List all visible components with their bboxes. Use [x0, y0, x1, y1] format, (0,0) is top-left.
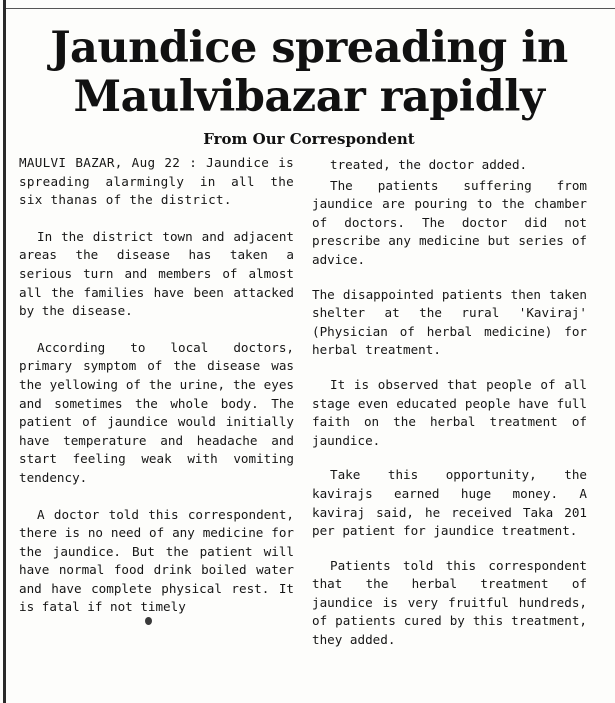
article-paragraph: According to local doctors, primary symptom of the disease was the yellowing of the urine, the eyes and sometimes the whole body. The patient of jaundice would initially have temperature and headache and start feeling weak with vomiting tendency. — [19, 339, 294, 485]
top-rule — [6, 8, 615, 9]
article-paragraph: A doctor told this correspondent, there is no need of any medicine for the jaundice. But the patient will have normal food drink boiled water and have complete physical rest. It is fatal if not timely — [19, 506, 294, 615]
article-paragraph: treated, the doctor added. — [330, 157, 528, 172]
byline: From Our Correspondent — [203, 130, 415, 148]
headline: Jaundice spreading in Maulvibazar rapidly — [50, 23, 568, 122]
article-paragraph: It is observed that people of all stage even educated people have full faith on the herbal treatment of jaundice. — [312, 376, 587, 448]
article-column-right — [312, 156, 587, 666]
article-paragraph: Patients told this correspondent that the herbal treatment of jaundice is very fruitful hundreds, of patients cured by this treatment, they added. — [312, 557, 587, 648]
article-paragraph: In the district town and adjacent areas the disease has taken a serious turn and members of almost all the families have been attacked by the disease. — [19, 228, 294, 319]
article-paragraph: The disappointed patients then taken shelter at the rural 'Kaviraj' (Physician of herbal medicine) for herbal treatment. — [312, 286, 587, 358]
ink-smudge — [145, 617, 152, 625]
article-column-left — [19, 154, 294, 635]
column-rule — [3, 0, 6, 703]
article-paragraph: MAULVI BAZAR, Aug 22 : Jaundice is spreading alarmingly in all the six thanas of the district. — [19, 155, 294, 208]
article-paragraph: The patients suffering from jaundice are pouring to the chamber of doctors. The doctor did not prescribe any medicine but series of advice. — [312, 177, 587, 267]
article-paragraph: Take this opportunity, the kavirajs earned huge money. A kaviraj said, he received Taka 201 per patient for jaundice treatment. — [312, 467, 587, 539]
